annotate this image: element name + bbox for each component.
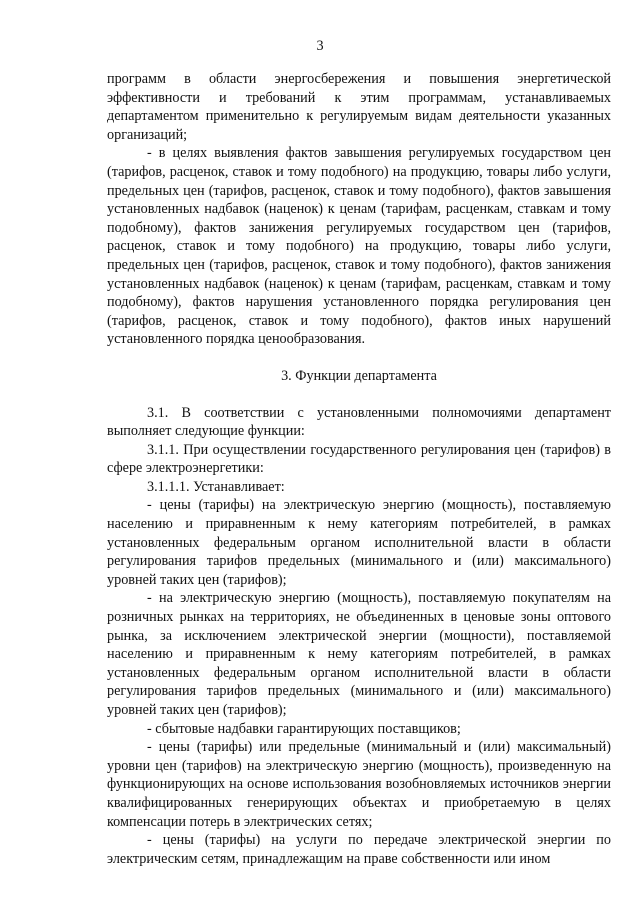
paragraph-3-1-1-1: 3.1.1.1. Устанавливает: <box>147 478 285 495</box>
list-item-sales-markups: - сбытовые надбавки гарантирующих поставщиков; <box>147 720 461 737</box>
paragraph-3-1: 3.1. В соответствии с установленными полномочиями департамент выполняет следующие функции: <box>107 404 611 440</box>
list-item-retail-markets: - на электрическую энергию (мощность), поставляемую покупателям на розничных рынках на территориях, не объединенных в ценовые зоны оптового рынка, за исключением электрической энергии (мощности), поставляемой населению и приравненным к нему категориям потребителей, в рамках установленных федеральным органом исполнительной власти в области регулирования тарифов предельных (минимального и (или) максимального) уровней таких цен (тарифов); <box>107 590 611 718</box>
list-item-population-prices: - цены (тарифы) на электрическую энергию (мощность), поставляемую населению и приравненным к нему категориям потребителей, в рамках установленных федеральным органом исполнительной власти в области регулирования тарифов предельных (минимального и (или) максимального) уровней таких цен (тарифов); <box>107 497 611 588</box>
paragraph-3-1-1: 3.1.1. При осуществлении государственного регулирования цен (тарифов) в сфере электроэнергетики: <box>107 441 611 477</box>
list-item-renewable-energy: - цены (тарифы) или предельные (минимальный и (или) максимальный) уровни цен (тарифов) на электрическую энергию (мощность), произведенную на функционирующих на основе использования возобновляемых источников энергии квалифицированных генерирующих объектах и приобретаемую в целях компенсации потерь в электрических сетях; <box>107 739 611 830</box>
page-number: 3 <box>316 38 324 54</box>
paragraph-continuation: программ в области энергосбережения и повышения энергетической эффективности и требований к этим программам, устанавливаемых департаментом применительно к регулируемым видам деятельности указанных организаций; <box>107 71 611 143</box>
document-body <box>107 70 611 868</box>
list-item-transmission-services: - цены (тарифы) на услуги по передаче электрической энергии по электрическим сетям, принадлежащим на праве собственности или ином <box>107 832 611 867</box>
section-heading: 3. Функции департамента <box>281 367 437 384</box>
paragraph-price-violations: - в целях выявления фактов завышения регулируемых государством цен (тарифов, расценок, ставок и тому подобного) на продукцию, товары либо услуги, предельных цен (тарифов, расценок, ставок и тому подобного), фактов завышения установленных надбавок (наценок) к ценам (тарифам, расценкам, ставкам и тому подобному), фактов занижения регулируемых государством цен (тарифов, расценок, ставок и тому подобного) на продукцию, товары либо услуги, предельных цен (тарифов, расценок, ставок и тому подобного), фактов занижения установленных надбавок (наценок) к ценам (тарифам, расценкам, ставкам и тому подобному), фактов нарушения установленного порядка регулирования цен (тарифов, расценок, ставок и тому подобного), фактов иных нарушений установленного порядка ценообразования. <box>107 145 611 348</box>
spacer <box>107 386 611 404</box>
